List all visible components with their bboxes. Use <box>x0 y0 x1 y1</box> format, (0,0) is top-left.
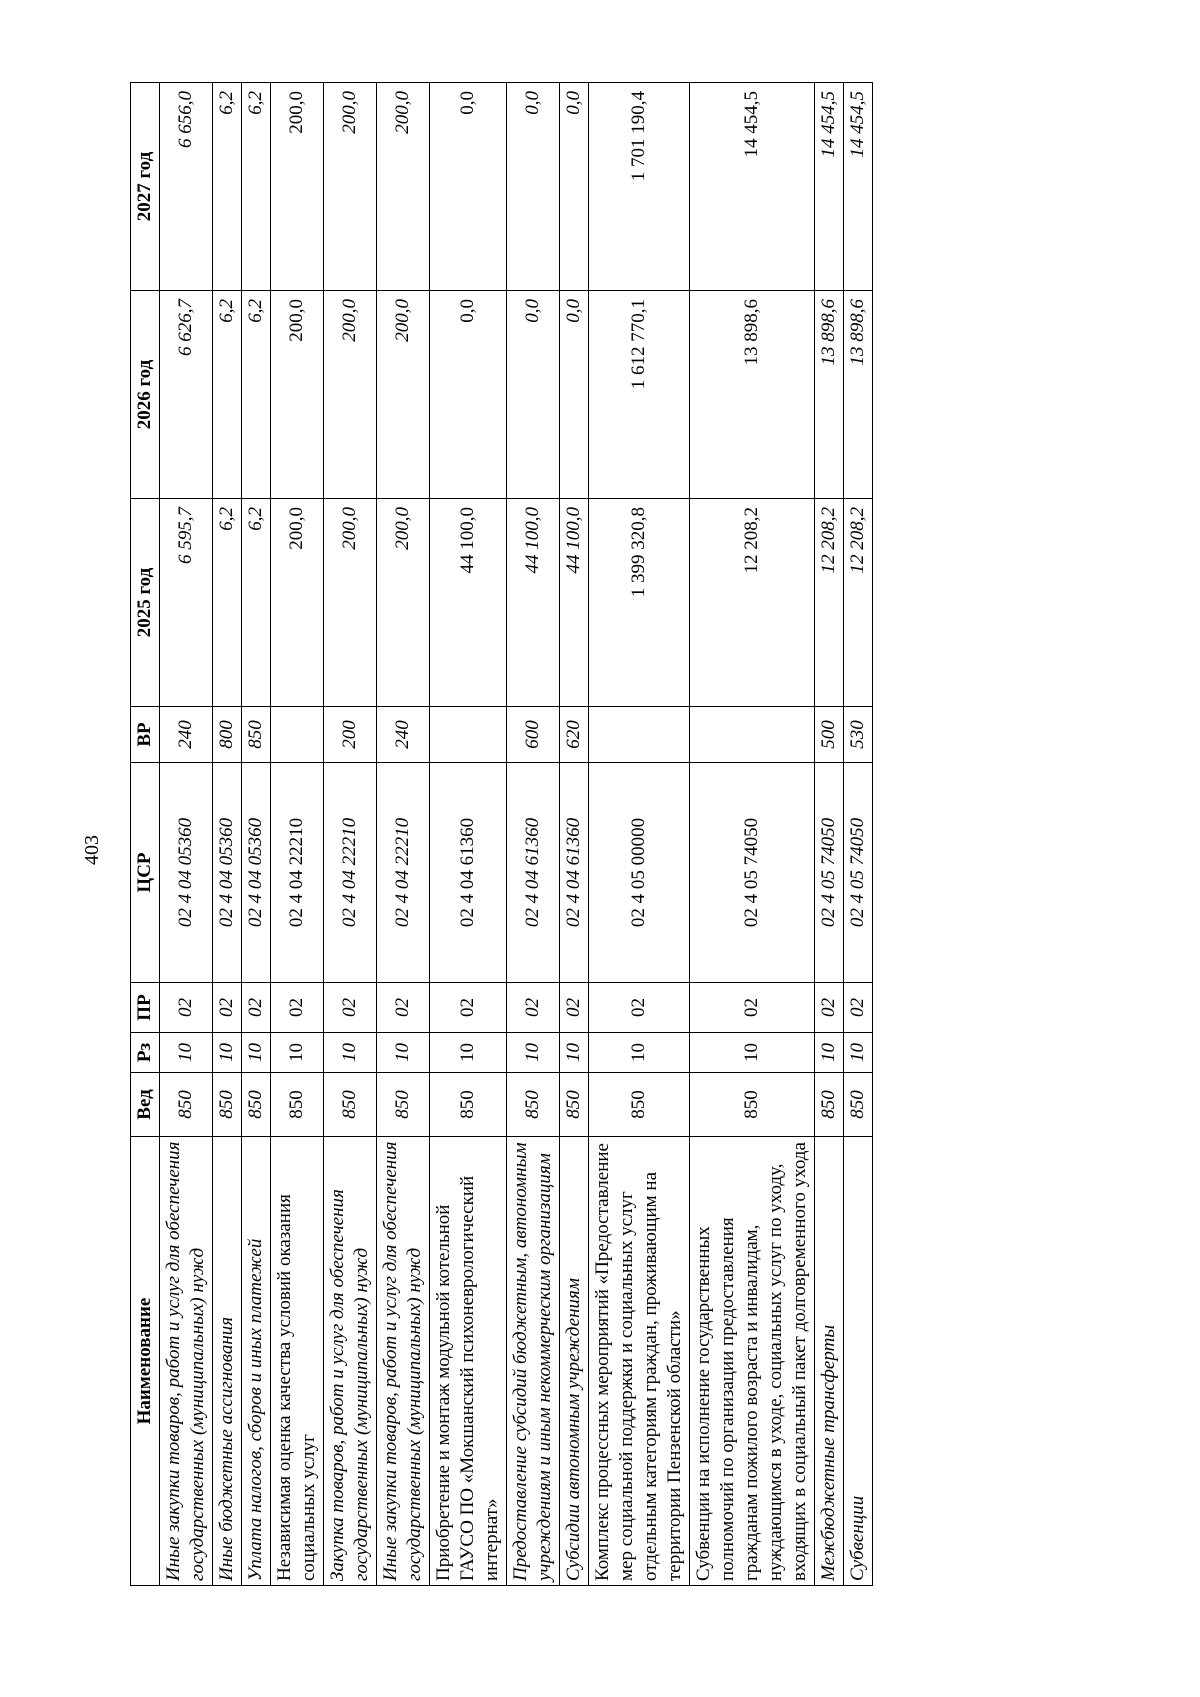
row-rz: 10 <box>560 1033 589 1073</box>
row-vr <box>430 707 507 763</box>
row-2027: 200,0 <box>377 83 430 291</box>
row-2025: 200,0 <box>377 499 430 707</box>
row-csr: 02 4 04 05360 <box>160 763 213 983</box>
row-rz: 10 <box>242 1033 271 1073</box>
row-pr: 02 <box>324 983 377 1033</box>
row-rz: 10 <box>690 1033 815 1073</box>
row-ved: 850 <box>324 1073 377 1137</box>
row-ved: 850 <box>160 1073 213 1137</box>
row-csr: 02 4 04 61360 <box>507 763 560 983</box>
row-vr <box>589 707 690 763</box>
row-rz: 10 <box>271 1033 324 1073</box>
table-row <box>213 83 242 1586</box>
table-row <box>160 83 213 1586</box>
row-2026: 1 612 770,1 <box>589 291 690 499</box>
row-pr: 02 <box>507 983 560 1033</box>
row-rz: 10 <box>815 1033 844 1073</box>
row-vr <box>271 707 324 763</box>
row-name: Предоставление субсидий бюджетным, автономным учреждениям и иным некоммерческим организациям <box>507 1137 560 1586</box>
row-vr: 800 <box>213 707 242 763</box>
row-2025: 44 100,0 <box>430 499 507 707</box>
row-ved: 850 <box>690 1073 815 1137</box>
row-ved: 850 <box>589 1073 690 1137</box>
row-2025: 6 595,7 <box>160 499 213 707</box>
row-2027: 0,0 <box>507 83 560 291</box>
header-vr: ВР <box>131 707 160 763</box>
row-ved: 850 <box>430 1073 507 1137</box>
row-rz: 10 <box>507 1033 560 1073</box>
table-row <box>690 83 815 1586</box>
row-pr: 02 <box>844 983 873 1033</box>
row-vr: 530 <box>844 707 873 763</box>
row-vr: 850 <box>242 707 271 763</box>
row-2026: 6,2 <box>213 291 242 499</box>
table-row <box>507 83 560 1586</box>
row-csr: 02 4 05 00000 <box>589 763 690 983</box>
row-rz: 10 <box>213 1033 242 1073</box>
row-csr: 02 4 04 22210 <box>271 763 324 983</box>
row-name: Иные закупки товаров, работ и услуг для обеспечения государственных (муниципальных) нужд <box>377 1137 430 1586</box>
row-2027: 14 454,5 <box>690 83 815 291</box>
table-row <box>324 83 377 1586</box>
row-2025: 6,2 <box>242 499 271 707</box>
row-csr: 02 4 05 74050 <box>815 763 844 983</box>
row-pr: 02 <box>213 983 242 1033</box>
row-2025: 1 399 320,8 <box>589 499 690 707</box>
row-csr: 02 4 04 22210 <box>377 763 430 983</box>
row-vr: 620 <box>560 707 589 763</box>
row-vr: 200 <box>324 707 377 763</box>
row-pr: 02 <box>242 983 271 1033</box>
row-2026: 6,2 <box>242 291 271 499</box>
row-2025: 12 208,2 <box>844 499 873 707</box>
table-row <box>815 83 844 1586</box>
row-ved: 850 <box>507 1073 560 1137</box>
row-2026: 6 626,7 <box>160 291 213 499</box>
row-2026: 0,0 <box>430 291 507 499</box>
row-pr: 02 <box>377 983 430 1033</box>
row-name: Субвенции <box>844 1137 873 1586</box>
row-name: Приобретение и монтаж модульной котельной ГАУСО ПО «Мокшанский психоневрологический интернат» <box>430 1137 507 1586</box>
table-row <box>560 83 589 1586</box>
row-ved: 850 <box>844 1073 873 1137</box>
row-ved: 850 <box>815 1073 844 1137</box>
row-ved: 850 <box>242 1073 271 1137</box>
row-vr: 600 <box>507 707 560 763</box>
row-2027: 6 656,0 <box>160 83 213 291</box>
row-pr: 02 <box>430 983 507 1033</box>
table-row <box>844 83 873 1586</box>
row-csr: 02 4 04 05360 <box>242 763 271 983</box>
row-2027: 14 454,5 <box>815 83 844 291</box>
row-2026: 13 898,6 <box>844 291 873 499</box>
row-csr: 02 4 04 61360 <box>560 763 589 983</box>
row-pr: 02 <box>160 983 213 1033</box>
row-2027: 1 701 190,4 <box>589 83 690 291</box>
row-name: Межбюджетные трансферты <box>815 1137 844 1586</box>
row-csr: 02 4 04 61360 <box>430 763 507 983</box>
row-rz: 10 <box>324 1033 377 1073</box>
row-2027: 6,2 <box>213 83 242 291</box>
row-rz: 10 <box>377 1033 430 1073</box>
budget-table-rotated <box>130 83 1055 1586</box>
row-pr: 02 <box>560 983 589 1033</box>
table-row <box>271 83 324 1586</box>
header-pr: ПР <box>131 983 160 1033</box>
row-2027: 200,0 <box>324 83 377 291</box>
row-vr: 240 <box>160 707 213 763</box>
row-name: Уплата налогов, сборов и иных платежей <box>242 1137 271 1586</box>
row-csr: 02 4 05 74050 <box>690 763 815 983</box>
row-2027: 14 454,5 <box>844 83 873 291</box>
header-name: Наименование <box>131 1137 160 1586</box>
row-name: Комплекс процессных мероприятий «Предоставление мер социальной поддержки и социальных услуг отдельным категориям граждан, проживающим на территории Пензенской области» <box>589 1137 690 1586</box>
header-csr: ЦСР <box>131 763 160 983</box>
row-2026: 200,0 <box>271 291 324 499</box>
row-2027: 6,2 <box>242 83 271 291</box>
row-name: Иные закупки товаров, работ и услуг для обеспечения государственных (муниципальных) нужд <box>160 1137 213 1586</box>
row-vr <box>690 707 815 763</box>
row-2026: 0,0 <box>507 291 560 499</box>
row-pr: 02 <box>690 983 815 1033</box>
row-ved: 850 <box>560 1073 589 1137</box>
row-ved: 850 <box>271 1073 324 1137</box>
header-2027: 2027 год <box>131 83 160 291</box>
table-body <box>160 83 873 1586</box>
header-row <box>131 83 160 1586</box>
row-pr: 02 <box>815 983 844 1033</box>
row-vr: 240 <box>377 707 430 763</box>
row-2027: 0,0 <box>560 83 589 291</box>
row-2026: 200,0 <box>377 291 430 499</box>
table-row <box>377 83 430 1586</box>
row-csr: 02 4 04 05360 <box>213 763 242 983</box>
row-2025: 12 208,2 <box>690 499 815 707</box>
table-row <box>589 83 690 1586</box>
row-vr: 500 <box>815 707 844 763</box>
row-name: Независимая оценка качества условий оказания социальных услуг <box>271 1137 324 1586</box>
row-csr: 02 4 04 22210 <box>324 763 377 983</box>
table-row <box>242 83 271 1586</box>
row-ved: 850 <box>377 1073 430 1137</box>
row-2026: 200,0 <box>324 291 377 499</box>
row-2025: 200,0 <box>324 499 377 707</box>
budget-table <box>130 82 873 1586</box>
row-2025: 200,0 <box>271 499 324 707</box>
header-2025: 2025 год <box>131 499 160 707</box>
row-name: Иные бюджетные ассигнования <box>213 1137 242 1586</box>
row-2026: 13 898,6 <box>690 291 815 499</box>
row-rz: 10 <box>589 1033 690 1073</box>
row-2025: 44 100,0 <box>507 499 560 707</box>
row-2025: 12 208,2 <box>815 499 844 707</box>
row-csr: 02 4 05 74050 <box>844 763 873 983</box>
row-2025: 44 100,0 <box>560 499 589 707</box>
row-name: Субсидии автономным учреждениям <box>560 1137 589 1586</box>
header-ved: Вед <box>131 1073 160 1137</box>
row-pr: 02 <box>271 983 324 1033</box>
table-row <box>430 83 507 1586</box>
row-2026: 13 898,6 <box>815 291 844 499</box>
page-number: 403 <box>81 835 103 865</box>
row-name: Субвенции на исполнение государственных полномочий по организации предоставления гражданам пожилого возраста и инвалидам, нуждающимся в уходе, социальных услуг по уходу, входящих в социальный пакет долговременного ухода <box>690 1137 815 1586</box>
row-rz: 10 <box>160 1033 213 1073</box>
row-pr: 02 <box>589 983 690 1033</box>
row-rz: 10 <box>430 1033 507 1073</box>
row-name: Закупка товаров, работ и услуг для обеспечения государственных (муниципальных) нужд <box>324 1137 377 1586</box>
row-2027: 200,0 <box>271 83 324 291</box>
row-2026: 0,0 <box>560 291 589 499</box>
header-rz: Рз <box>131 1033 160 1073</box>
row-ved: 850 <box>213 1073 242 1137</box>
row-rz: 10 <box>844 1033 873 1073</box>
row-2027: 0,0 <box>430 83 507 291</box>
row-2025: 6,2 <box>213 499 242 707</box>
header-2026: 2026 год <box>131 291 160 499</box>
